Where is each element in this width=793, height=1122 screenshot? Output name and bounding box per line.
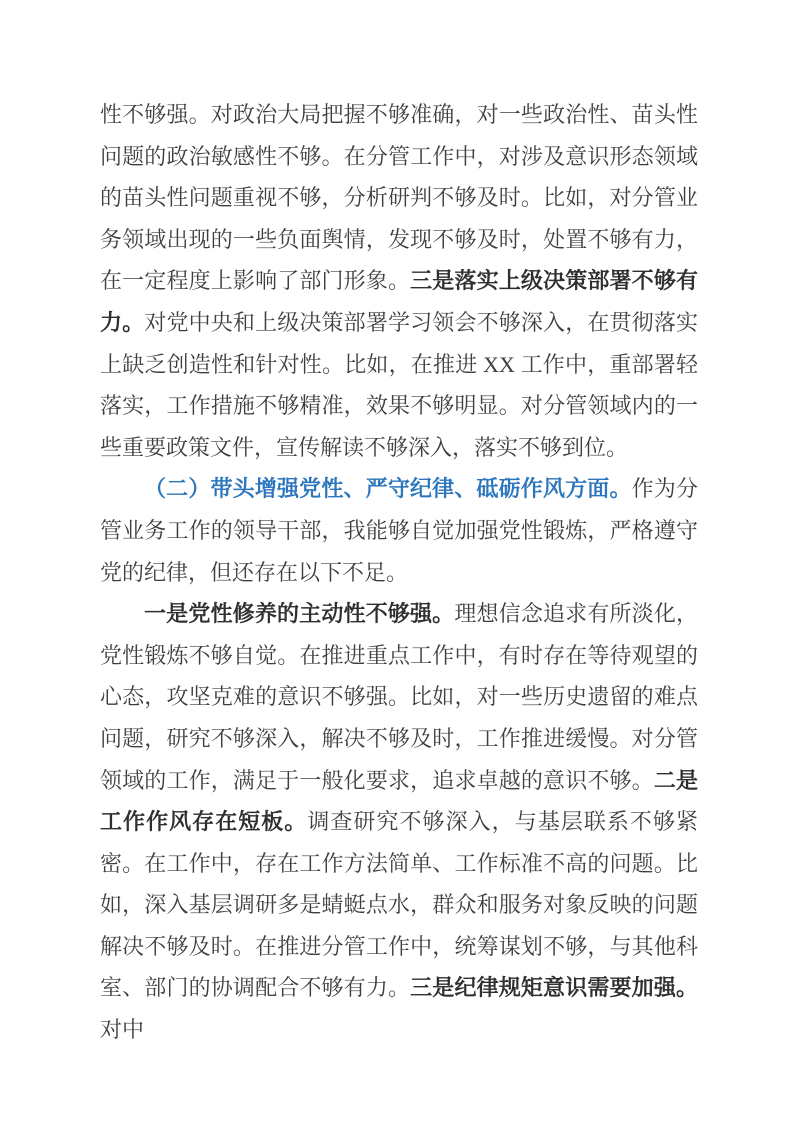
bold-lead-sentence: 三是落实上级决策部署不够有力。 [100, 268, 698, 335]
section-two-paragraph [100, 468, 698, 593]
body-text-run: 作为分管业务工作的领导干部，我能够自觉加强党性锻炼，严格遵守党的纪律，但还存在以下不足。 [100, 476, 698, 585]
body-text-run: 对中 [100, 1017, 145, 1043]
issues-paragraph [100, 593, 698, 1051]
document-body [100, 94, 698, 1051]
bold-lead-sentence: 二是工作作风存在短板。 [100, 767, 698, 835]
body-text-run: 理想信念追求有所淡化，党性锻炼不够自觉。在推进重点工作中，有时存在等待观望的心态，攻坚克难的意识不够强。比如，对一些历史遗留的难点问题，研究不够深入，解决不够及时，工作推进缓慢。对分管领域的工作，满足于一般化要求，追求卓越的意识不够。 [100, 601, 698, 793]
body-text-run: 性不够强。对政治大局把握不够准确，对一些政治性、苗头性问题的政治敏感性不够。在分管工作中，对涉及意识形态领域的苗头性问题重视不够，分析研判不够及时。比如，对分管业务领域出现的一些负面舆情，发现不够及时，处置不够有力，在一定程度上影响了部门形象。 [100, 102, 698, 294]
blue-section-heading: （二）带头增强党性、严守纪律、砥砺作风方面。 [144, 476, 632, 502]
body-text-run: 对党中央和上级决策部署学习领会不够深入，在贯彻落实上缺乏创造性和针对性。比如，在推进 XX 工作中，重部署轻落实，工作措施不够精准，效果不够明显。对分管领域内的一些重要政策文件，宣传解读不够深入，落实不够到位。 [100, 309, 698, 460]
continuation-paragraph [100, 94, 698, 468]
body-text-run: 调查研究不够深入，与基层联系不够紧密。在工作中，存在工作方法简单、工作标准不高的问题。比如，深入基层调研多是蜻蜓点水，群众和服务对象反映的问题解决不够及时。在推进分管工作中，统筹谋划不够，与其他科室、部门的协调配合不够有力。 [100, 809, 698, 1001]
bold-lead-sentence: 三是纪律规矩意识需要加强。 [410, 975, 698, 1001]
bold-lead-sentence: 一是党性修养的主动性不够强。 [144, 601, 455, 627]
